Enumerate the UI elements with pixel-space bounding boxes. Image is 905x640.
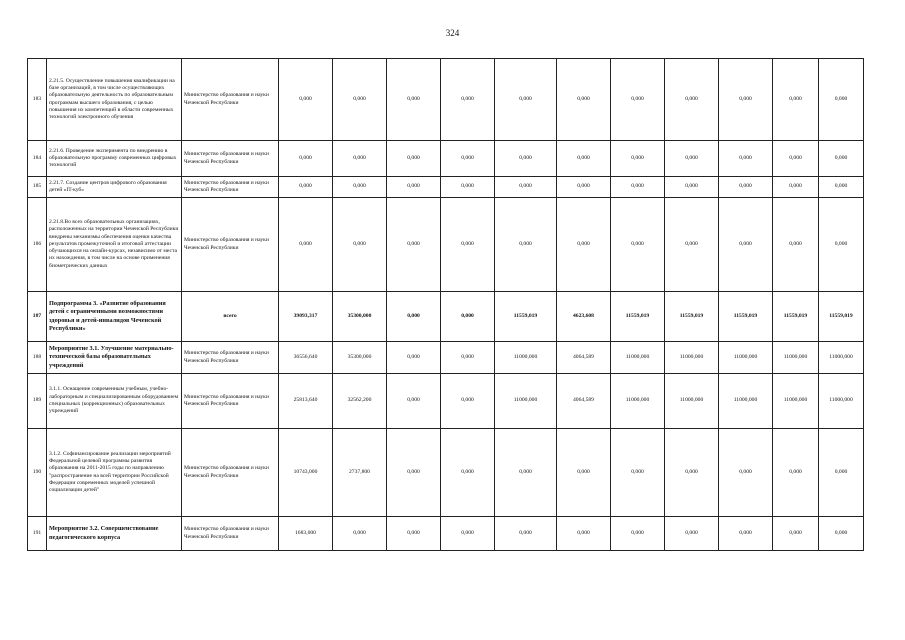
funding-value: 11000,000 <box>495 374 557 429</box>
funding-value: 0,000 <box>495 141 557 177</box>
table-body <box>28 59 864 551</box>
row-number: 187 <box>28 292 47 342</box>
funding-value: 0,000 <box>611 429 665 517</box>
row-description: 2.21.7. Создание центров цифрового образования детей «IT-куб» <box>47 177 182 198</box>
funding-value: 0,000 <box>279 141 333 177</box>
funding-value: 10743,000 <box>279 429 333 517</box>
funding-value: 0,000 <box>773 177 819 198</box>
funding-value: 0,000 <box>773 429 819 517</box>
funding-value: 11559,019 <box>495 292 557 342</box>
row-number: 189 <box>28 374 47 429</box>
funding-value: 0,000 <box>387 429 441 517</box>
funding-value: 0,000 <box>279 198 333 292</box>
funding-value: 35300,000 <box>333 292 387 342</box>
funding-value: 0,000 <box>441 342 495 374</box>
funding-value: 0,000 <box>719 141 773 177</box>
table-row <box>28 429 864 517</box>
funding-value: 1683,000 <box>279 517 333 551</box>
funding-value: 0,000 <box>333 517 387 551</box>
funding-value: 0,000 <box>819 517 864 551</box>
table-row <box>28 59 864 141</box>
funding-value: 11000,000 <box>665 374 719 429</box>
row-number: 186 <box>28 198 47 292</box>
table-row <box>28 198 864 292</box>
funding-value: 0,000 <box>773 517 819 551</box>
funding-value: 0,000 <box>665 177 719 198</box>
funding-value: 2737,800 <box>333 429 387 517</box>
funding-value: 11000,000 <box>495 342 557 374</box>
row-number: 184 <box>28 141 47 177</box>
funding-value: 0,000 <box>773 59 819 141</box>
funding-value: 0,000 <box>441 517 495 551</box>
table-row <box>28 342 864 374</box>
funding-value: 11000,000 <box>665 342 719 374</box>
funding-value: 0,000 <box>557 198 611 292</box>
funding-value: 0,000 <box>387 342 441 374</box>
funding-value: 0,000 <box>441 429 495 517</box>
funding-value: 0,000 <box>819 59 864 141</box>
funding-value: 11000,000 <box>819 342 864 374</box>
funding-value: 11559,019 <box>665 292 719 342</box>
funding-value: 0,000 <box>441 141 495 177</box>
funding-value: 0,000 <box>611 198 665 292</box>
table-row <box>28 141 864 177</box>
funding-value: 11000,000 <box>773 374 819 429</box>
row-number: 191 <box>28 517 47 551</box>
funding-value: 11000,000 <box>611 374 665 429</box>
row-number: 188 <box>28 342 47 374</box>
responsible-organization: всего <box>182 292 279 342</box>
funding-value: 0,000 <box>333 198 387 292</box>
funding-value: 4064,589 <box>557 374 611 429</box>
funding-value: 4623,608 <box>557 292 611 342</box>
funding-value: 11559,019 <box>719 292 773 342</box>
funding-value: 0,000 <box>557 141 611 177</box>
funding-value: 0,000 <box>819 177 864 198</box>
funding-value: 11000,000 <box>719 374 773 429</box>
funding-value: 0,000 <box>441 177 495 198</box>
funding-value: 0,000 <box>665 141 719 177</box>
funding-value: 11559,019 <box>611 292 665 342</box>
row-description: 2.21.8.Во всех образовательных организациях, расположенных на территории Чеченской Республики внедрены механизмы обеспечения оценки качества результатов промежуточной и итоговой аттестации обучающихся на онлайн-курсах, независимо от места их нахождения, в том числе на основе применения биометрических данных <box>47 198 182 292</box>
budget-table <box>27 58 864 551</box>
funding-value: 0,000 <box>819 198 864 292</box>
responsible-organization: Министерство образования и науки Чеченской Республики <box>182 198 279 292</box>
responsible-organization: Министерство образования и науки Чеченской Республики <box>182 342 279 374</box>
funding-value: 0,000 <box>819 429 864 517</box>
funding-value: 0,000 <box>441 198 495 292</box>
funding-value: 0,000 <box>387 374 441 429</box>
funding-value: 0,000 <box>387 141 441 177</box>
row-number: 185 <box>28 177 47 198</box>
funding-value: 0,000 <box>333 59 387 141</box>
funding-value: 0,000 <box>665 59 719 141</box>
funding-value: 35300,000 <box>333 342 387 374</box>
funding-value: 0,000 <box>773 198 819 292</box>
funding-value: 0,000 <box>611 517 665 551</box>
table-row <box>28 517 864 551</box>
funding-value: 0,000 <box>773 141 819 177</box>
funding-value: 0,000 <box>719 517 773 551</box>
table-row <box>28 292 864 342</box>
funding-value: 0,000 <box>719 59 773 141</box>
funding-value: 0,000 <box>387 59 441 141</box>
funding-value: 11000,000 <box>819 374 864 429</box>
funding-value: 0,000 <box>665 198 719 292</box>
funding-value: 0,000 <box>495 429 557 517</box>
funding-value: 0,000 <box>387 177 441 198</box>
row-description: Мероприятие 3.2. Совершенствование педагогического корпуса <box>47 517 182 551</box>
funding-value: 25813,640 <box>279 374 333 429</box>
page-number: 324 <box>445 28 460 38</box>
funding-value: 0,000 <box>719 177 773 198</box>
row-description: 2.21.6. Проведение эксперимента по внедрению в образовательную программу современных цифровых технологий <box>47 141 182 177</box>
funding-value: 0,000 <box>611 177 665 198</box>
funding-value: 11000,000 <box>719 342 773 374</box>
funding-value: 0,000 <box>441 374 495 429</box>
row-number: 183 <box>28 59 47 141</box>
funding-value: 11000,000 <box>773 342 819 374</box>
row-description: 2.21.5. Осуществление повышения квалификации на базе организаций, в том числе осуществляющих образовательную деятельность по образовательным программам высшего образования, с целью повышения их компетенций в области современных технологий электронного обучения <box>47 59 182 141</box>
funding-value: 0,000 <box>557 177 611 198</box>
funding-value: 0,000 <box>611 141 665 177</box>
funding-value: 0,000 <box>819 141 864 177</box>
funding-value: 11000,000 <box>611 342 665 374</box>
row-number: 190 <box>28 429 47 517</box>
funding-value: 36556,640 <box>279 342 333 374</box>
row-description: 3.1.1. Оснащение современным учебным, учебно-лабораторным и специализированным оборудованием специальных (коррекционных) образовательных учреждений <box>47 374 182 429</box>
funding-value: 0,000 <box>557 429 611 517</box>
funding-value: 0,000 <box>495 59 557 141</box>
funding-value: 11559,019 <box>773 292 819 342</box>
funding-value: 0,000 <box>441 292 495 342</box>
funding-value: 0,000 <box>719 429 773 517</box>
responsible-organization: Министерство образования и науки Чеченской Республики <box>182 59 279 141</box>
funding-value: 0,000 <box>557 517 611 551</box>
row-description: Подпрограмма 3. «Развитие образования детей с ограниченными возможностями здоровья и детей-инвалидов Чеченской Республики» <box>47 292 182 342</box>
funding-value: 0,000 <box>611 59 665 141</box>
funding-value: 0,000 <box>387 517 441 551</box>
funding-value: 0,000 <box>495 198 557 292</box>
funding-value: 0,000 <box>387 198 441 292</box>
funding-value: 39093,317 <box>279 292 333 342</box>
responsible-organization: Министерство образования и науки Чеченской Республики <box>182 429 279 517</box>
responsible-organization: Министерство образования и науки Чеченской Республики <box>182 374 279 429</box>
row-description: Мероприятие 3.1. Улучшение материально-технической базы образовательных учреждений <box>47 342 182 374</box>
funding-value: 0,000 <box>333 141 387 177</box>
funding-value: 0,000 <box>665 517 719 551</box>
table-row <box>28 177 864 198</box>
responsible-organization: Министерство образования и науки Чеченской Республики <box>182 177 279 198</box>
table-row <box>28 374 864 429</box>
funding-value: 0,000 <box>441 59 495 141</box>
responsible-organization: Министерство образования и науки Чеченской Республики <box>182 141 279 177</box>
funding-value: 0,000 <box>387 292 441 342</box>
funding-value: 0,000 <box>665 429 719 517</box>
funding-value: 0,000 <box>333 177 387 198</box>
funding-value: 0,000 <box>495 517 557 551</box>
responsible-organization: Министерство образования и науки Чеченской Республики <box>182 517 279 551</box>
funding-value: 0,000 <box>279 59 333 141</box>
funding-value: 0,000 <box>719 198 773 292</box>
funding-value: 11559,019 <box>819 292 864 342</box>
funding-value: 32562,200 <box>333 374 387 429</box>
funding-value: 0,000 <box>557 59 611 141</box>
funding-value: 0,000 <box>495 177 557 198</box>
funding-value: 4064,589 <box>557 342 611 374</box>
funding-value: 0,000 <box>279 177 333 198</box>
row-description: 3.1.2. Софинансирование реализации мероприятий Федеральной целевой программы развития образования на 2011-2015 годы по направлению "распространение на всей территории Российской Федерации современных моделей успешной социализации детей" <box>47 429 182 517</box>
